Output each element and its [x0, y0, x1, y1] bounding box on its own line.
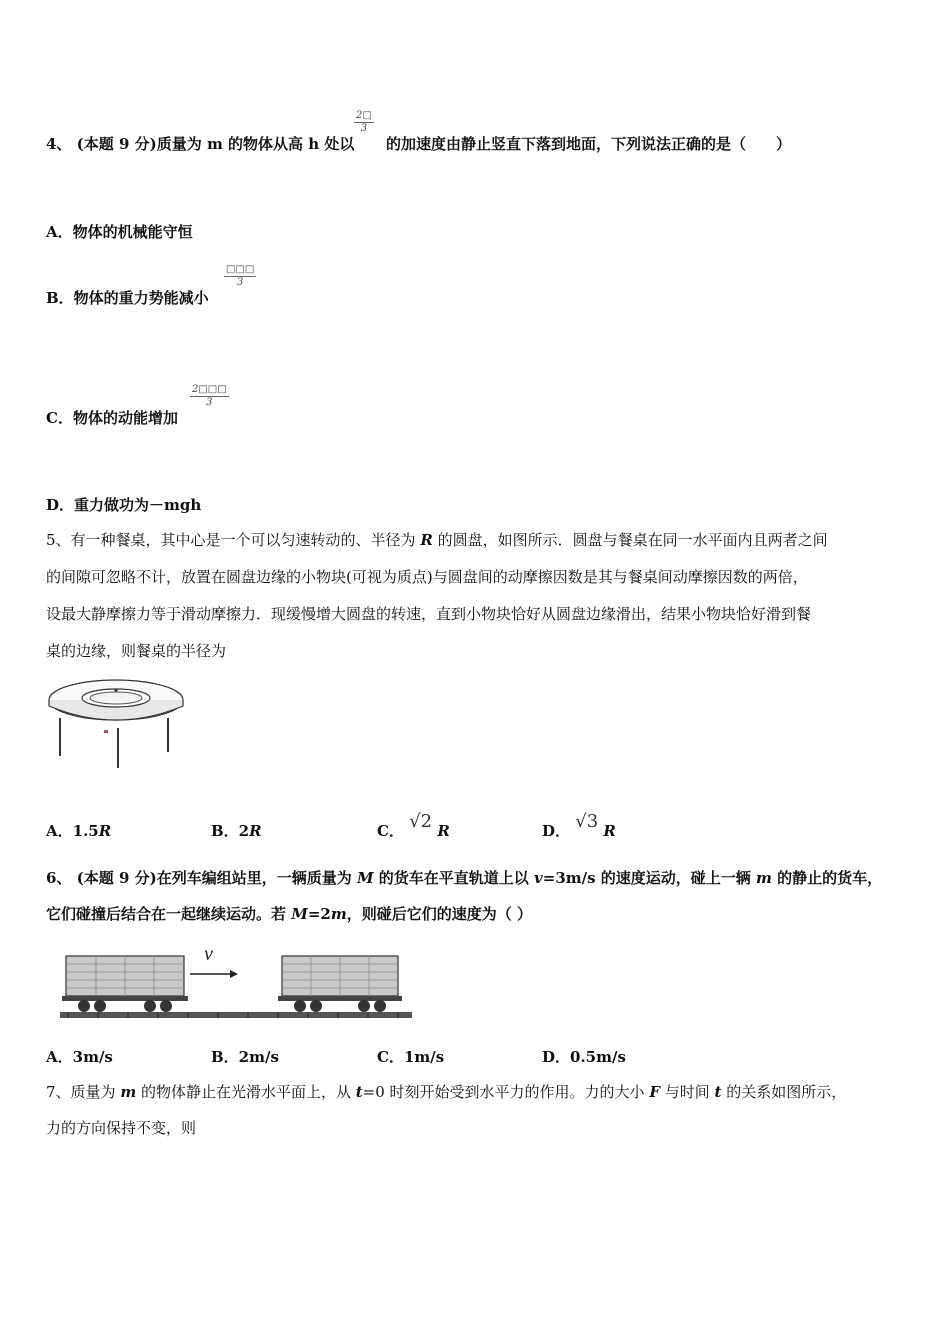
- q6-option-b: B．2m/s: [211, 1048, 279, 1066]
- q5-var-r: R: [420, 531, 433, 549]
- q4-option-d: D．重力做功为－mgh: [46, 496, 202, 514]
- q5-line-4: 桌的边缘，则餐桌的半径为: [46, 642, 227, 660]
- option-label: D．: [542, 822, 571, 840]
- option-label: A．1.5: [46, 822, 99, 840]
- var-m-upper: M: [356, 869, 374, 887]
- var-m-upper: M: [291, 905, 308, 923]
- q4-option-a: A．物体的机械能守恒: [46, 223, 193, 241]
- q5-text: 的圆盘，如图所示．圆盘与餐桌在同一水平面内且两者之间: [432, 531, 828, 549]
- dining-table-figure: [46, 678, 196, 773]
- q6-line-1: [46, 868, 882, 888]
- fraction-numerator: □□□: [226, 264, 255, 275]
- q7-text: 7、质量为: [46, 1083, 121, 1101]
- q7-text: =0 时刻开始受到水平力的作用。力的大小: [362, 1083, 650, 1101]
- fraction-numerator: 2□: [356, 110, 372, 121]
- velocity-label: v: [204, 943, 213, 965]
- q6-text: 它们碰撞后结合在一起继续运动。若: [46, 905, 292, 923]
- q4-option-c-fraction: [190, 384, 229, 409]
- fraction-denominator: 3: [236, 277, 244, 288]
- fraction-denominator: 3: [360, 123, 368, 134]
- q6-text: =2: [307, 905, 331, 923]
- q4-option-c: C．物体的动能增加: [46, 409, 178, 427]
- q6-text: =3m/s 的速度运动，碰上一辆: [542, 869, 756, 887]
- q5-line-3: 设最大静摩擦力等于滑动摩擦力．现缓慢增大圆盘的转速，直到小物块恰好从圆盘边缘滑出，结果小物块恰好滑到餐: [46, 605, 812, 623]
- q5-option-d: [542, 811, 616, 841]
- q4-stem-pre: 4、 (本题 9 分)质量为 m 的物体从高 h 处以: [46, 135, 355, 153]
- q6-option-a: A．3m/s: [46, 1048, 113, 1066]
- freight-cars-figure: [58, 938, 416, 1026]
- q6-text: 的货车在平直轨道上以: [373, 869, 535, 887]
- q5-option-c: [377, 811, 450, 841]
- q6-text: ，则碰后它们的速度为（ ）: [346, 905, 532, 923]
- q4-option-b-fraction: [224, 264, 256, 289]
- sqrt-two: √2: [409, 811, 433, 832]
- var-v: v: [534, 869, 543, 887]
- var-m: m: [756, 869, 772, 887]
- option-label: B．2: [211, 822, 250, 840]
- var-f: F: [649, 1083, 660, 1101]
- q7-text: 与时间: [659, 1083, 715, 1101]
- q5-option-a: [46, 820, 111, 841]
- q4-option-b: B．物体的重力势能减小: [46, 289, 209, 307]
- sqrt-three: √3: [575, 811, 599, 832]
- var-r: R: [437, 822, 450, 840]
- var-r: R: [98, 822, 112, 840]
- option-label: C．: [377, 822, 404, 840]
- var-t: t: [355, 1083, 363, 1101]
- var-m: m: [120, 1083, 137, 1101]
- var-m: m: [330, 905, 347, 923]
- q5-text: 5、有一种餐桌，其中心是一个可以匀速转动的、半径为: [46, 531, 421, 549]
- fraction-numerator: 2□□□: [192, 384, 227, 395]
- moving-car: [62, 956, 188, 1012]
- fraction-denominator: 3: [206, 397, 213, 408]
- var-t: t: [714, 1083, 722, 1101]
- q6-text: 6、 (本题 9 分)在列车编组站里，一辆质量为: [46, 869, 357, 887]
- stationary-car: [278, 956, 402, 1012]
- q6-text: 的静止的货车，: [771, 869, 883, 887]
- q6-option-d: D．0.5m/s: [542, 1048, 626, 1066]
- q6-line-2: [46, 904, 532, 924]
- q4-stem-post: 的加速度由静止竖直下落到地面，下列说法正确的是（ ）: [385, 135, 791, 153]
- q5-line-2: 的间隙可忽略不计，放置在圆盘边缘的小物块(可视为质点)与圆盘间的动摩擦因数是其与餐桌间动摩擦因数的两倍，: [46, 568, 808, 586]
- q4-stem: [46, 134, 791, 154]
- q6-option-c: C．1m/s: [377, 1048, 445, 1066]
- var-r: R: [603, 822, 616, 840]
- q7-text: 的关系如图所示，: [721, 1083, 847, 1101]
- q7-line-1: [46, 1082, 846, 1102]
- var-r: R: [249, 822, 262, 840]
- q4-fraction: [354, 110, 374, 135]
- q5-line-1: [46, 530, 828, 550]
- q5-option-b: [211, 820, 262, 841]
- q7-line-2: 力的方向保持不变，则: [46, 1119, 197, 1137]
- q7-text: 的物体静止在光滑水平面上，从: [136, 1083, 356, 1101]
